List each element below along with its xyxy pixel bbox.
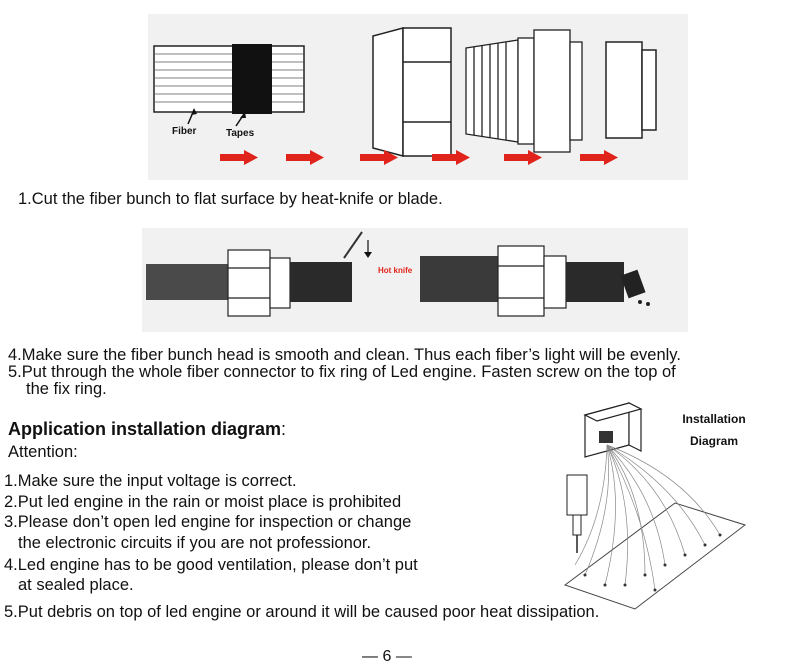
page-number-value: 6 bbox=[382, 648, 392, 665]
diagram-title-line-1: Installation bbox=[682, 412, 746, 426]
figure-2-panel bbox=[142, 228, 688, 332]
installation-diagram-illustration bbox=[545, 395, 755, 610]
step-4-text: 4.Make sure the fiber bunch head is smooth and clean. Thus each fiber’s light will be evenly. bbox=[8, 346, 681, 364]
attention-item-4-cont: at sealed place. bbox=[18, 576, 134, 594]
label-tapes: Tapes bbox=[226, 128, 255, 139]
attention-label: Attention: bbox=[8, 443, 78, 461]
fiber-bunch-drawing bbox=[154, 44, 304, 114]
fix-ring-drawing bbox=[606, 42, 656, 138]
step-5-text-line-1: 5.Put through the whole fiber connector to fix ring of Led engine. Fasten screw on the top of bbox=[8, 363, 676, 381]
attention-item-5: 5.Put debris on top of led engine or around it will be caused poor heat dissipation. bbox=[4, 603, 600, 621]
attention-item-2: 2.Put led engine in the rain or moist place is prohibited bbox=[4, 493, 402, 511]
label-hot-knife: Hot knife bbox=[378, 266, 413, 275]
attention-item-3: 3.Please don’t open led engine for inspection or change bbox=[4, 513, 412, 531]
application-heading bbox=[8, 419, 286, 440]
step-1-text: 1.Cut the fiber bunch to flat surface by heat-knife or blade. bbox=[18, 190, 443, 208]
page-number-dash-left: — bbox=[362, 648, 378, 665]
attention-item-1: 1.Make sure the input voltage is correct. bbox=[4, 472, 297, 490]
threaded-body-drawing bbox=[466, 30, 582, 152]
page-number bbox=[362, 648, 412, 666]
figure-1-panel bbox=[148, 14, 688, 180]
step-5-text-line-2: the fix ring. bbox=[26, 380, 107, 398]
cutting-fiber-illustration bbox=[142, 228, 688, 332]
fiber-connector-assembly-illustration bbox=[148, 14, 688, 180]
label-fiber: Fiber bbox=[172, 126, 197, 137]
connector-nut-drawing bbox=[373, 28, 451, 156]
diagram-title-line-2: Diagram bbox=[689, 434, 739, 448]
attention-item-4: 4.Led engine has to be good ventilation, please don’t put bbox=[4, 556, 418, 574]
page-number-dash-right: — bbox=[395, 648, 412, 665]
application-heading-text: Application installation diagram bbox=[8, 419, 282, 439]
application-heading-colon: : bbox=[281, 419, 287, 439]
attention-item-3-cont: the electronic circuits if you are not professionor. bbox=[18, 534, 372, 552]
